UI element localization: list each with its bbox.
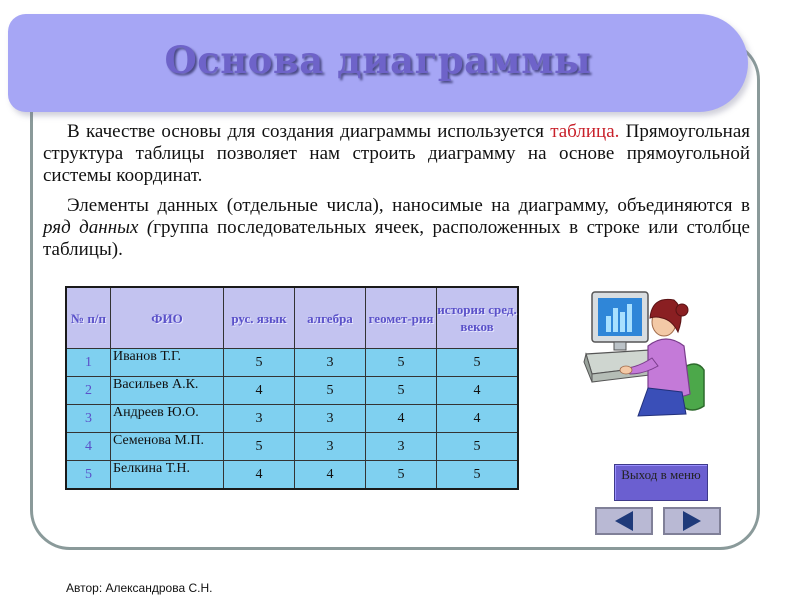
cell-num: 3 <box>66 405 111 433</box>
header-fio: ФИО <box>111 287 224 349</box>
arrow-left-icon <box>597 509 651 533</box>
cell-num: 2 <box>66 377 111 405</box>
table-row <box>66 377 518 405</box>
author-credit: Автор: Александрова С.Н. <box>66 581 213 595</box>
cell-num: 5 <box>66 461 111 490</box>
cell-fio: Белкина Т.Н. <box>111 461 224 490</box>
cell-fio: Васильев А.К. <box>111 377 224 405</box>
italic-term: ряд данных ( <box>43 217 154 238</box>
table-row <box>66 405 518 433</box>
header-num: № п/п <box>66 287 111 349</box>
header-geometry: геомет-рия <box>366 287 437 349</box>
paragraph-1-text-end: Прямоугольная структура таблицы позволяет нам строить диаграмму на основе прямоугольной системы координат. <box>43 121 750 186</box>
table-row <box>66 433 518 461</box>
cell-rus: 5 <box>224 349 295 377</box>
exit-to-menu-button[interactable]: Выход в меню <box>614 464 708 501</box>
cell-rus: 4 <box>224 377 295 405</box>
paragraph-1-text-start: В качестве основы для создания диаграммы используется <box>67 121 551 142</box>
header-history: история сред. веков <box>437 287 519 349</box>
cell-algebra: 3 <box>295 349 366 377</box>
paragraph-1 <box>43 121 750 187</box>
cell-geometry: 5 <box>366 377 437 405</box>
arrow-right-icon <box>665 509 719 533</box>
cell-fio: Иванов Т.Г. <box>111 349 224 377</box>
cell-num: 4 <box>66 433 111 461</box>
cell-history: 5 <box>437 461 519 490</box>
highlighted-word: таблица. <box>550 121 620 142</box>
cell-algebra: 3 <box>295 433 366 461</box>
cell-rus: 4 <box>224 461 295 490</box>
paragraph-2-text-start: Элементы данных (отдельные числа), наносимые на диаграмму, объединяются в <box>67 195 750 216</box>
grades-table <box>65 286 519 490</box>
cell-geometry: 5 <box>366 349 437 377</box>
cell-algebra: 3 <box>295 405 366 433</box>
header-algebra: алгебра <box>295 287 366 349</box>
header-rus: рус. язык <box>224 287 295 349</box>
woman-at-computer-icon <box>578 288 713 423</box>
cell-geometry: 3 <box>366 433 437 461</box>
paragraph-2-text-end: группа последовательных ячеек, расположенных в строке или столбце таблицы). <box>43 217 750 260</box>
title-banner <box>8 14 748 112</box>
previous-slide-button[interactable] <box>595 507 653 535</box>
cell-num: 1 <box>66 349 111 377</box>
cell-algebra: 4 <box>295 461 366 490</box>
table-row <box>66 461 518 490</box>
cell-geometry: 4 <box>366 405 437 433</box>
slide-title: Основа диаграммы <box>164 38 592 82</box>
next-slide-button[interactable] <box>663 507 721 535</box>
paragraph-2 <box>43 195 750 261</box>
cell-rus: 3 <box>224 405 295 433</box>
cell-history: 5 <box>437 349 519 377</box>
table-header-row <box>66 287 518 349</box>
cell-history: 4 <box>437 405 519 433</box>
cell-history: 4 <box>437 377 519 405</box>
cell-fio: Андреев Ю.О. <box>111 405 224 433</box>
slide-body-text <box>43 121 750 269</box>
cell-geometry: 5 <box>366 461 437 490</box>
cell-rus: 5 <box>224 433 295 461</box>
cell-algebra: 5 <box>295 377 366 405</box>
cell-fio: Семенова М.П. <box>111 433 224 461</box>
cell-history: 5 <box>437 433 519 461</box>
table-row <box>66 349 518 377</box>
